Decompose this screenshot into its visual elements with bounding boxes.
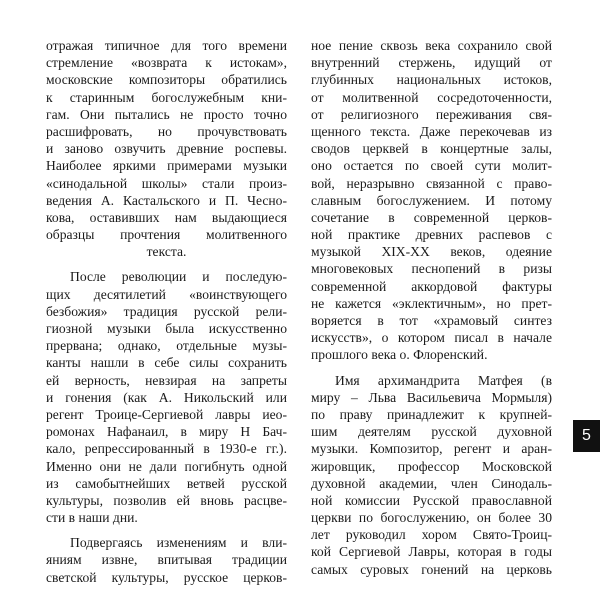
- text-line: и заново озвучить древние роспевы.: [46, 141, 287, 157]
- text-line: вой, неразрывно связанной с право-: [311, 175, 552, 191]
- text-line: внутренний стержень, идущий от: [311, 55, 552, 71]
- text-line: Подвергаясь изменениям и вли-: [70, 535, 287, 551]
- text-line: Именно они не дали погибнуть одной: [46, 458, 287, 474]
- left-paragraph-2: [46, 268, 287, 526]
- text-line: сводов церквей в концертные залы,: [311, 141, 552, 157]
- text-line: текста.: [146, 244, 187, 260]
- left-paragraph-1: [46, 37, 287, 260]
- text-line: расшифровать, но прочувствовать: [46, 123, 287, 139]
- text-line: миру – Льва Васильевича Мормыля): [311, 389, 552, 405]
- text-line: кало, репрессированный в 1930-е гг.).: [46, 441, 287, 457]
- text-line: гиозной музыки была искусственно: [46, 321, 287, 336]
- text-line: церкви по богослужению, он более 30: [311, 510, 552, 526]
- paragraph-gap: [311, 364, 552, 372]
- text-line: После революции и последую-: [70, 269, 287, 285]
- text-line: и гонения (как А. Никольский или: [46, 389, 287, 405]
- text-line: музыкой XIX-XX веков, одеяние: [311, 244, 552, 260]
- text-line: славным богослужением. И потому: [311, 192, 552, 208]
- text-line: искусств», о котором писал в начале: [311, 330, 552, 346]
- text-line: воряется в тот «храмовый синтез: [311, 313, 552, 328]
- text-line: прервана; однако, отдельные музы-: [46, 338, 287, 354]
- right-paragraph-1: [311, 37, 552, 364]
- text-line: отражая типичное для того времени: [46, 38, 287, 53]
- text-line: шим деятелям русской духовной: [311, 424, 552, 440]
- text-line: яниям извне, впитывая традиции: [46, 552, 287, 568]
- text-line: светской культуры, русское церков-: [46, 569, 287, 585]
- text-line: глубинных национальных истоков,: [311, 72, 552, 88]
- left-text-column: [46, 37, 287, 586]
- text-line: к старинным богослужебным кни-: [46, 89, 287, 105]
- text-line: от молитвенной сосредоточенности,: [311, 89, 552, 105]
- text-line: безбожия» традиция русской рели-: [46, 303, 287, 319]
- text-line: не кажется «эклектичным», но прет-: [311, 295, 552, 311]
- text-line: ной комиссии Русской православной: [311, 492, 552, 508]
- text-line: регент Троице-Сергиевой лавры иео-: [46, 406, 287, 422]
- text-line: образцы прочтения молитвенного: [46, 227, 287, 243]
- text-line: культуры, позволив ей вновь расцве-: [46, 492, 287, 508]
- text-line: московские композиторы обратились: [46, 72, 287, 88]
- text-line: ной практике древних распевов с: [311, 227, 552, 243]
- text-line: гам. Они пытались не просто точно: [46, 106, 287, 122]
- text-line: щих десятилетий «воинствующего: [46, 286, 287, 302]
- text-line: «синодальной школы» стали произ-: [46, 175, 287, 191]
- text-line: прошлого века о. Флоренский.: [311, 347, 488, 363]
- text-line: от религиозного переживания свя-: [311, 106, 552, 122]
- right-paragraph-2: [311, 372, 552, 578]
- text-line: сочетание в современной церков-: [311, 209, 552, 225]
- text-line: самых суровых гонений на церковь: [311, 561, 552, 577]
- text-line: канты нашли в себе силы сохранить: [46, 355, 287, 371]
- text-line: по праву принадлежит к крупней-: [311, 406, 552, 422]
- text-line: Имя архимандрита Матфея (в: [335, 372, 552, 388]
- text-line: Наиболее яркими примерами музыки: [46, 158, 287, 174]
- text-line: ромонах Нафанаил, в миру Н Бач-: [46, 424, 287, 440]
- text-line: стремление «возврата к истокам»,: [46, 55, 287, 71]
- text-line: духовной академии, член Синодаль-: [311, 475, 552, 491]
- text-line: из самобытнейших ветвей русской: [46, 475, 287, 491]
- text-line: жировщик, профессор Московской: [311, 458, 552, 474]
- text-line: музыки. Композитор, регент и аран-: [311, 441, 552, 457]
- text-line: лет руководил хором Свято-Троиц-: [311, 527, 552, 543]
- text-line: ей верность, невзирая на запреты: [46, 372, 287, 388]
- text-line: оно остается по своей сути молит-: [311, 158, 552, 174]
- paragraph-gap: [46, 260, 287, 268]
- text-line: кой Сергиевой Лавры, которая в годы: [311, 544, 552, 560]
- page-number-tab: 5: [573, 420, 600, 452]
- text-line: ное пение сквозь века сохранило свой: [311, 38, 552, 53]
- text-line: ведения А. Кастальского и П. Чесно-: [46, 192, 287, 208]
- paragraph-gap: [46, 526, 287, 534]
- text-line: щенного текста. Даже перекочевав из: [311, 123, 552, 139]
- right-text-column: [311, 37, 552, 578]
- text-line: сти в наши дни.: [46, 510, 138, 526]
- left-paragraph-3: [46, 534, 287, 586]
- text-line: многовековых песнопений в ризы: [311, 261, 552, 277]
- text-line: современной аккордовой фактуры: [311, 278, 552, 294]
- text-line: кова, оставивших нам выдающиеся: [46, 209, 287, 225]
